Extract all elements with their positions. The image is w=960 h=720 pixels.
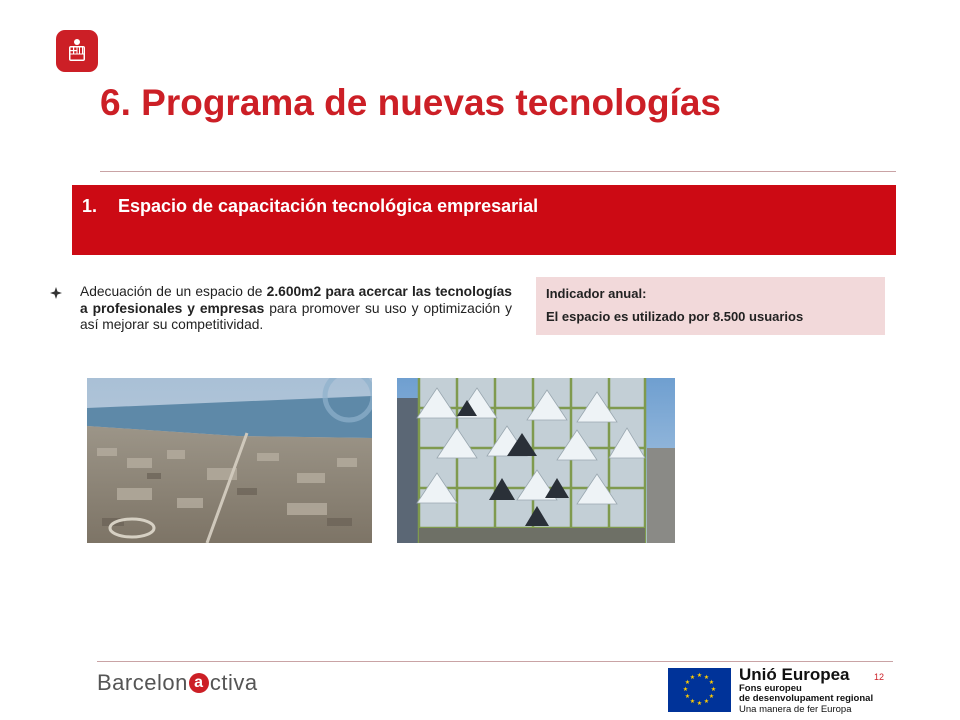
svg-text:★: ★ <box>689 674 696 681</box>
indicator-value: El espacio es utilizado por 8.500 usuarios <box>546 309 804 324</box>
bullet-text-bold: 2.600m2 para acercar las tecnologías a profesionales y empresas <box>80 284 512 316</box>
section-number: 1. <box>82 196 98 216</box>
diamond-bullet-icon <box>50 287 62 299</box>
indicator-label: Indicador anual: <box>546 286 647 301</box>
eu-line1: Fons europeu <box>739 683 802 694</box>
svg-text:★: ★ <box>684 693 691 700</box>
footer-divider <box>97 661 893 662</box>
brand-text-after: ctiva <box>209 670 258 695</box>
svg-text:★: ★ <box>703 674 710 681</box>
svg-text:★: ★ <box>684 679 691 686</box>
eu-flag-icon <box>668 668 731 712</box>
eu-title: Unió Europea <box>739 665 850 684</box>
section-title: Espacio de capacitación tecnológica empresarial <box>118 196 539 216</box>
brand-text-before: Barcelon <box>97 670 188 695</box>
svg-text:★: ★ <box>682 686 689 693</box>
page-title: 6. Programa de nuevas tecnologías <box>100 82 721 123</box>
page-number: 12 <box>874 672 885 682</box>
bullet-item <box>50 284 512 334</box>
bullet-text-part2: para promover su uso y optimización y así mejorar su competitividad. <box>80 300 512 332</box>
brand-mark: a <box>189 673 209 693</box>
svg-text:★: ★ <box>696 700 703 707</box>
svg-text:★: ★ <box>696 672 703 679</box>
eu-line2: de desenvolupament regional <box>739 693 874 704</box>
aerial-city-photo <box>87 378 372 543</box>
city-logo <box>56 30 98 72</box>
svg-text:★: ★ <box>710 686 717 693</box>
section-header-bar <box>72 185 896 255</box>
coat-of-arms-icon <box>63 37 91 65</box>
title-divider <box>100 171 896 172</box>
svg-text:★: ★ <box>708 693 715 700</box>
svg-text:★: ★ <box>708 679 715 686</box>
svg-text:★: ★ <box>703 698 710 705</box>
eu-funding-label <box>739 666 889 715</box>
bullet-text <box>80 284 512 334</box>
bullet-text-part1: Adecuación de un espacio de <box>80 284 267 299</box>
eu-motto: Una manera de fer Europa <box>739 704 852 715</box>
svg-text:★: ★ <box>689 698 696 705</box>
indicator-box <box>536 277 885 335</box>
barcelona-activa-logo <box>97 670 258 696</box>
building-facade-photo <box>397 378 675 543</box>
